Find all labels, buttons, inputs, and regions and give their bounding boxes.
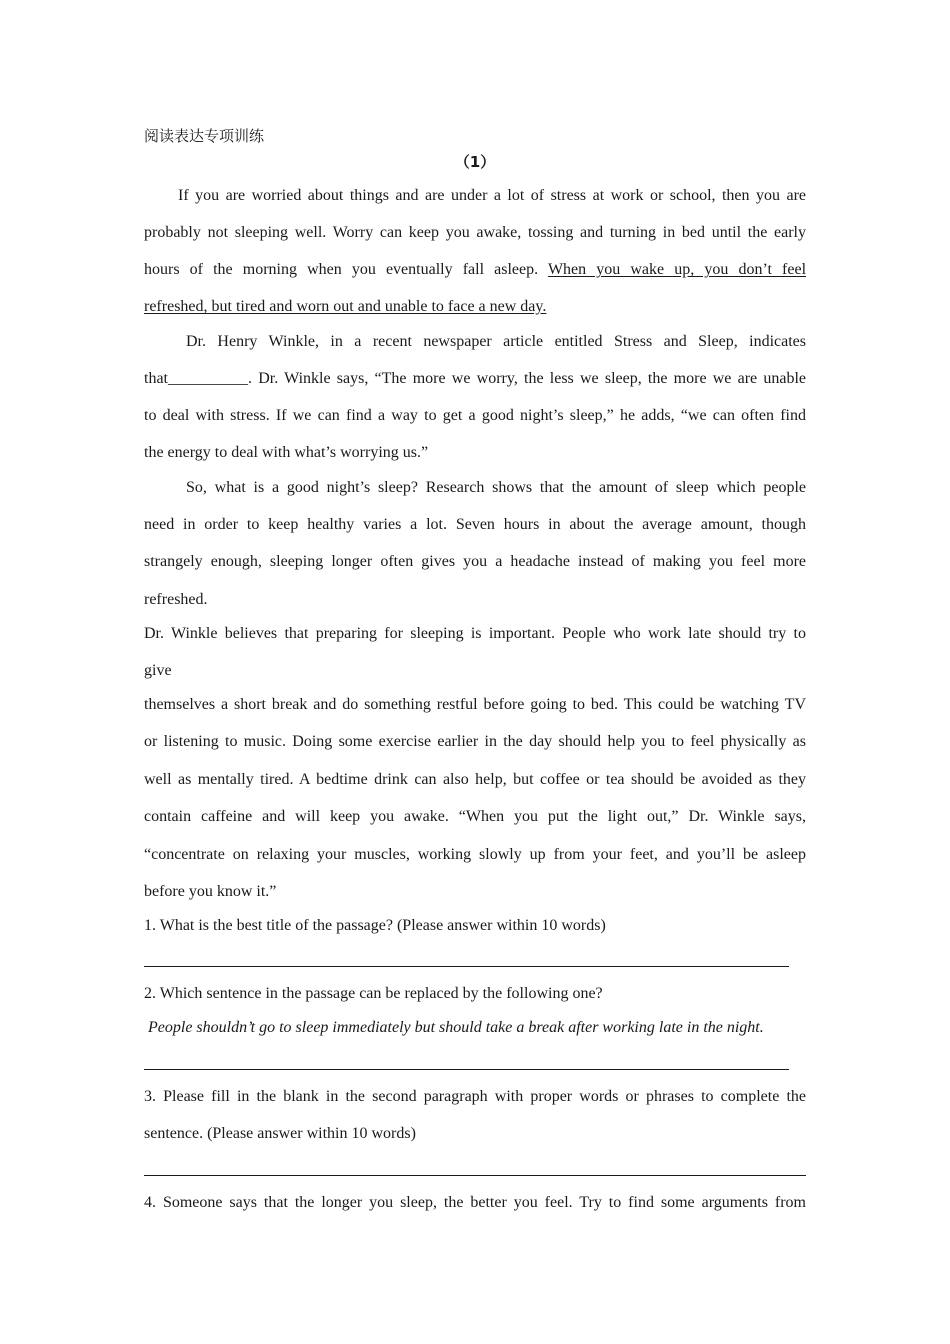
question-4: 4. Someone says that the longer you sleep, the better you feel. Try to find some arguments from	[144, 1194, 806, 1211]
passage-line: or listening to music. Doing some exercise earlier in the day should help you to feel physically as	[144, 733, 806, 750]
passage-line: give	[144, 662, 172, 679]
passage-line: So, what is a good night’s sleep? Research shows that the amount of sleep which people	[186, 479, 806, 496]
question-3-continued: sentence. (Please answer within 10 words)	[144, 1125, 416, 1142]
passage-line: probably not sleeping well. Worry can keep you awake, tossing and turning in bed until the early	[144, 224, 806, 241]
passage-line: the energy to deal with what’s worrying us.”	[144, 444, 429, 461]
section-number: （1）	[454, 153, 496, 171]
underlined-sentence: refreshed, but tired and worn out and unable to face a new day.	[144, 298, 547, 315]
passage-line	[144, 260, 806, 280]
passage-line: strangely enough, sleeping longer often gives you a headache instead of making you feel more	[144, 553, 806, 570]
passage-line: before you know it.”	[144, 883, 277, 900]
passage-line: themselves a short break and do something restful before going to bed. This could be watching TV	[144, 696, 806, 713]
passage-line: refreshed.	[144, 591, 208, 608]
passage-line: to deal with stress. If we can find a way to get a good night’s sleep,” he adds, “we can often find	[144, 407, 806, 424]
underlined-sentence: When you wake up, you don’t feel	[547, 261, 807, 278]
passage-line: Dr. Henry Winkle, in a recent newspaper article entitled Stress and Sleep, indicates	[186, 333, 806, 350]
passage-line: contain caffeine and will keep you awake. “When you put the light out,” Dr. Winkle says,	[144, 808, 806, 825]
answer-line-1[interactable]	[144, 966, 789, 967]
question-1: 1. What is the best title of the passage? (Please answer within 10 words)	[144, 917, 606, 934]
passage-line: Dr. Winkle believes that preparing for sleeping is important. People who work late should try to	[144, 625, 806, 642]
question-2: 2. Which sentence in the passage can be replaced by the following one?	[144, 985, 603, 1002]
question-3: 3. Please fill in the blank in the second paragraph with proper words or phrases to complete the	[144, 1088, 806, 1105]
answer-line-3[interactable]	[144, 1175, 806, 1176]
passage-line: that__________. Dr. Winkle says, “The more we worry, the less we sleep, the more we are unable	[144, 370, 806, 387]
question-2-sentence: People shouldn’t go to sleep immediately but should take a break after working late in the night.	[148, 1019, 764, 1036]
passage-line: well as mentally tired. A bedtime drink can also help, but coffee or tea should be avoided as they	[144, 771, 806, 788]
passage-text: hours of the morning when you eventually fall asleep.	[144, 261, 548, 278]
passage-line: need in order to keep healthy varies a lot. Seven hours in about the average amount, though	[144, 516, 806, 533]
answer-line-2[interactable]	[144, 1069, 789, 1070]
passage-line: If you are worried about things and are under a lot of stress at work or school, then you are	[178, 187, 806, 204]
passage-line: “concentrate on relaxing your muscles, working slowly up from your feet, and you’ll be asleep	[144, 846, 806, 863]
document-title: 阅读表达专项训练	[144, 127, 265, 145]
